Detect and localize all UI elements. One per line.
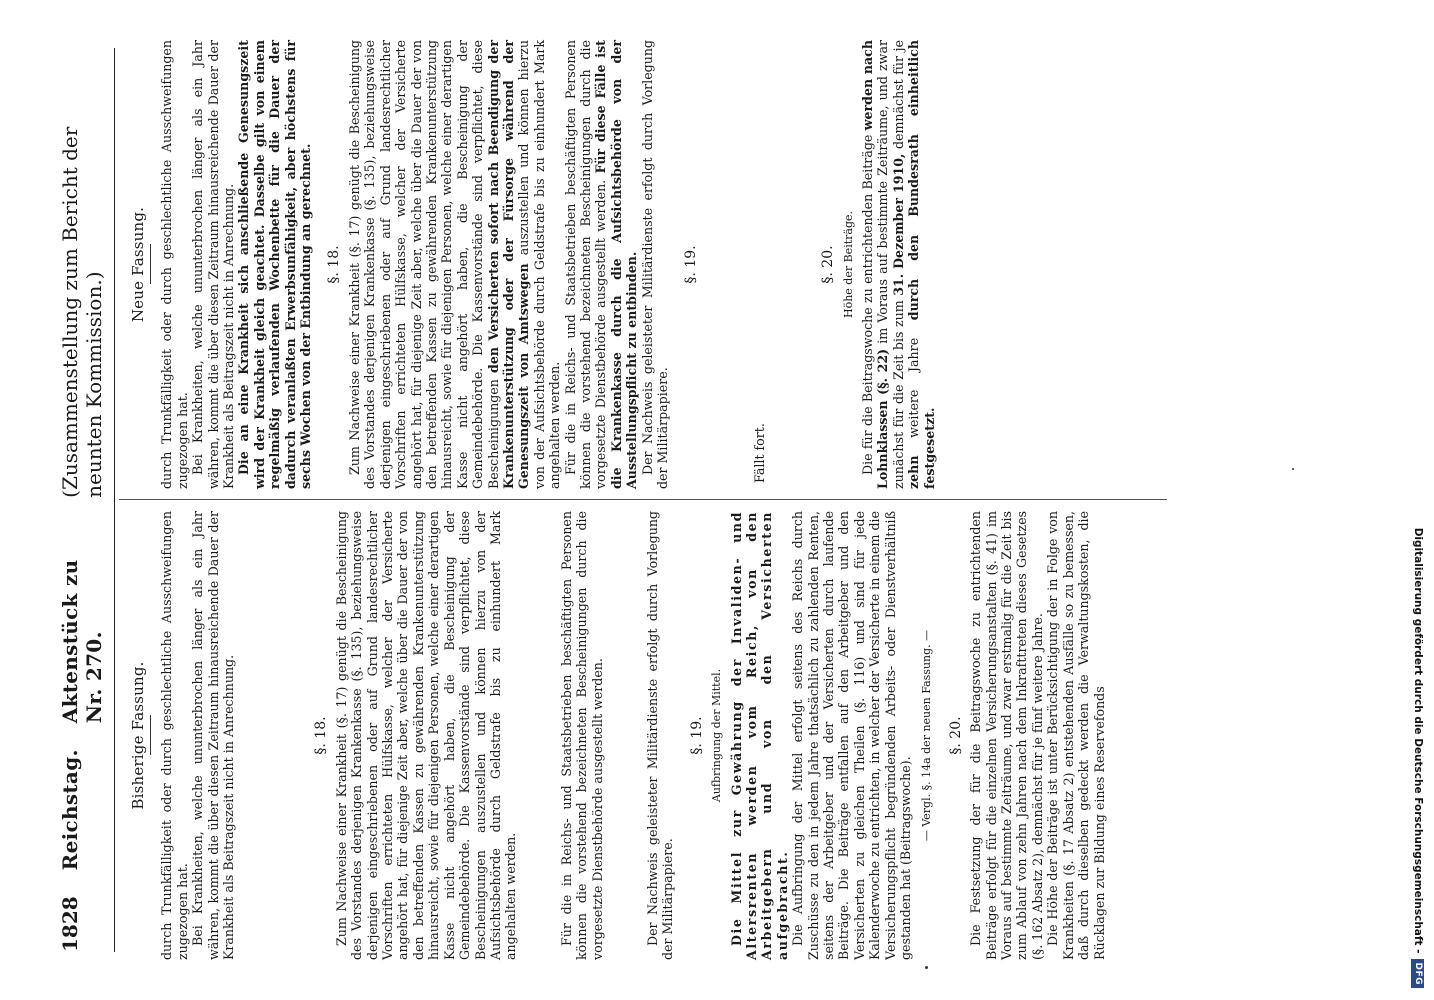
paragraph: Der Nachweis geleisteter Militärdienste erfolgt durch Vorlegung der Militärpapiere. bbox=[639, 40, 670, 489]
dfg-logo: DFG bbox=[1412, 959, 1425, 988]
paragraph: Zum Nachweise einer Krankheit (§. 17) genügt die Bescheinigung des Vorstandes derjenigen Krankenkasse (§. 135), beziehungsweise derjenigen eingeschriebenen oder auf Grund landesrechtlicher Vorschriften errichteten Hülfskasse, welcher der Versicherte angehört hat, für diejenige Zeit aber, welche über die Dauer der von den betreffenden Kassen zu gewährenden Krankenunterstützung hinausreicht, sowie für diejenigen Personen, welche einer derartigen Kasse nicht angehört haben, die Bescheinigung der Gemeindebehörde. Die Kassenvorstände sind verpflichtet, diese Bescheinigungen auszustellen und können hierzu von der Aufsichtsbehörde durch Geldstrafe bis zu einhundert Mark angehalten werden. bbox=[333, 511, 519, 960]
column-previous-version bbox=[119, 511, 1107, 960]
paragraph: Der Nachweis geleisteter Militärdienste erfolgt durch Vorlegung der Militärpapiere. bbox=[644, 511, 676, 960]
paragraph: Die Aufbringung der Mittel erfolgt seitens des Reichs durch Zuschüsse zu den in jedem Jahre thatsächlich zu zahlenden Renten, seitens der Arbeitgeber und der Versicherten durch laufende Beiträge. Die Beiträge entfallen auf den Arbeitgeber und den Versicherten zu gleichen Theilen (§. 116) und sind für jede Kalenderwoche zu entrichten, in welcher der Versicherte in einem die Versicherungspflicht begründenden Arbeits- oder Dienstverhältniß gestanden hat (Beitragswoche). bbox=[790, 511, 914, 960]
text-run-amended: Für diese Fälle ist die Krankenkasse durch die Aufsichtsbehörde von der Ausstellungspflicht zu entbinden. bbox=[593, 40, 640, 489]
digitization-sidebar bbox=[1409, 12, 1427, 988]
column-heading-previous-text: Bisherige Fassung. bbox=[129, 661, 147, 810]
paragraph: Bei Krankheiten, welche ununterbrochen länger als ein Jahr währen, kommt die über diesen Zeitraum hinausreichende Dauer der Krankheit als Beitragszeit nicht in Anrechnung. bbox=[190, 511, 237, 960]
text-run-amended: werden nach Lohnklassen (§. 22) bbox=[860, 40, 891, 489]
paragraph: Die Höhe der Beiträge ist unter Berücksichtigung der in Folge von Krankheiten (§. 17 Absatz 2) entstehenden Ausfälle so zu bemessen, daß durch dieselben gedeckt werden die Verwaltungskosten, die Rücklagen zur Bildung eines Reservefonds bbox=[1045, 511, 1107, 960]
page-header bbox=[58, 40, 106, 960]
paragraph-amended: Die an eine Krankheit sich anschließende Genesungszeit wird der Krankheit gleich geachtet. Dasselbe gilt von einem regelmäßig verlaufenden Wochenbette für die Dauer der dadurch veranlaßten Erwerbsunfähigkeit, aber höchstens für sechs Wochen von der Entbindung an gerechnet. bbox=[236, 40, 314, 489]
section-title: §. 20. bbox=[820, 245, 837, 284]
paragraph: Fällt fort. bbox=[751, 423, 767, 483]
comparison-columns bbox=[119, 40, 1107, 960]
institution-name: Reichstag. bbox=[58, 749, 82, 871]
section-title: §. 18. bbox=[326, 245, 343, 284]
document-title: Aktenstück zu Nr. 270. bbox=[58, 559, 106, 724]
section-subtitle: Aufbringung der Mittel. bbox=[710, 668, 724, 803]
paragraph: durch Trunkfälligkeit oder durch geschlechtliche Ausschweifungen zugezogen hat. bbox=[159, 40, 190, 489]
cross-reference-note: — Vergl. §. 14a der neuen Fassung. — bbox=[920, 629, 934, 842]
header-rule bbox=[114, 48, 115, 952]
text-run-amended: den Versicherten sofort nach Beendigung der Krankenunterstützung oder der Fürsorge während der Genesungszeit von Amtswegen bbox=[485, 39, 532, 489]
text-run: Die für die Beitragswoche zu entrichtenden Beiträge bbox=[860, 134, 876, 475]
text-run: auszustellen und können hierzu von der Aufsichtsbehörde durch Geldstrafe bis zu einhundert Mark angehalten werden. bbox=[516, 40, 563, 489]
text-run-amended: zehn bbox=[906, 455, 922, 489]
paragraph bbox=[347, 40, 563, 489]
spacer bbox=[519, 511, 559, 960]
section-title: §. 20. bbox=[947, 716, 964, 755]
text-run: Für die in Reichs- und Staatsbetrieben beschäftigten Personen können die vorstehend bezeichneten Bescheinigungen durch die vorgesetzte Dienstbehörde ausgestellt werden. bbox=[562, 40, 609, 489]
column-heading-previous bbox=[131, 511, 151, 960]
paragraph: Die Mittel zur Gewährung der Invaliden- und Altersrenten werden vom Reich, von den Arbeitgebern und von den Versicherten aufgebracht. bbox=[728, 511, 790, 960]
section-title: §. 18. bbox=[313, 716, 330, 755]
heading-rule bbox=[150, 245, 151, 285]
document-subtitle: (Zusammenstellung zum Bericht der neunten Kommission.) bbox=[58, 126, 106, 498]
spacer bbox=[767, 40, 807, 489]
scan-speck bbox=[925, 966, 928, 969]
paragraph: durch Trunkfälligkeit oder durch geschlechtliche Ausschweifungen zugezogen hat. bbox=[159, 511, 190, 960]
paragraph: Für die in Reichs- und Staatsbetrieben beschäftigten Personen können die vorstehend bezeichneten Bescheinigungen durch die vorgesetzte Dienstbehörde ausgestellt werden. bbox=[558, 511, 605, 960]
paragraph: Bei Krankheiten, welche ununterbrochen länger als ein Jahr währen, kommt die über diesen Zeitraum hinausreichende Dauer der Krankheit als Beitragszeit nicht in Anrechnung. bbox=[190, 40, 237, 489]
text-run: im Voraus auf bestimmte Zeiträume, und zwar zunächst für die Zeit bis zum bbox=[875, 40, 906, 489]
text-run: demnächst für je bbox=[890, 40, 906, 150]
column-heading-new-text: Neue Fassung. bbox=[129, 206, 147, 323]
column-heading-new bbox=[131, 40, 151, 489]
text-run-amended: durch den Bundesrath einheitlich festgesetzt. bbox=[906, 40, 937, 489]
paragraph: Die Festsetzung der für die Beitragswoche zu entrichtenden Beiträge erfolgt für die einzelnen Versicherungsanstalten (§. 41) im Voraus auf bestimmte Zeiträume, und zwar erstmalig für die Zeit bis zum Ablauf von zehn Jahren nach dem Inkrafttreten dieses Gesetzes (§. 162 Absatz 2), demnächst für je fünf weitere Jahre. bbox=[968, 511, 1045, 960]
spacer bbox=[605, 511, 645, 960]
text-run-amended: 31. Dezember 1910, bbox=[890, 153, 906, 296]
text-run: Zum Nachweise einer Krankheit (§. 17) genügt die Bescheinigung des Vorstandes derjenigen Krankenkasse (§. 135), beziehungsweise derjenigen eingeschriebenen oder auf Grund landesrechtlicher Vorschriften errichteten Hülfskasse, welcher der Versicherte angehört hat, für diejenige Zeit aber, welche über die Dauer der von den betreffenden Kassen zu gewährenden Krankenunterstützung hinausreicht, sowie für diejenigen Personen, welche einer derartigen Kasse nicht angehört haben, die Bescheinigung der Gemeindebehörde. Die Kassenvorstände sind verpflichtet, diese Bescheinigungen bbox=[346, 40, 501, 489]
digitization-label bbox=[1409, 12, 1427, 988]
spacer bbox=[704, 40, 744, 489]
text-run: weitere Jahre bbox=[906, 337, 922, 438]
section-subtitle: Höhe der Beiträge. bbox=[841, 211, 855, 319]
heading-rule bbox=[150, 716, 151, 756]
page-number: 1828 bbox=[58, 896, 82, 952]
digitization-note: Digitalisierung gefördert durch die Deutsche Forschungsgemeinschaft - bbox=[1412, 527, 1424, 954]
section-title: §. 19. bbox=[683, 245, 700, 284]
paragraph bbox=[860, 40, 937, 489]
spacer bbox=[236, 511, 300, 960]
scan-speck bbox=[1292, 468, 1294, 470]
paragraph bbox=[563, 40, 640, 489]
column-new-version bbox=[119, 40, 1107, 489]
section-title: §. 19. bbox=[688, 716, 705, 755]
